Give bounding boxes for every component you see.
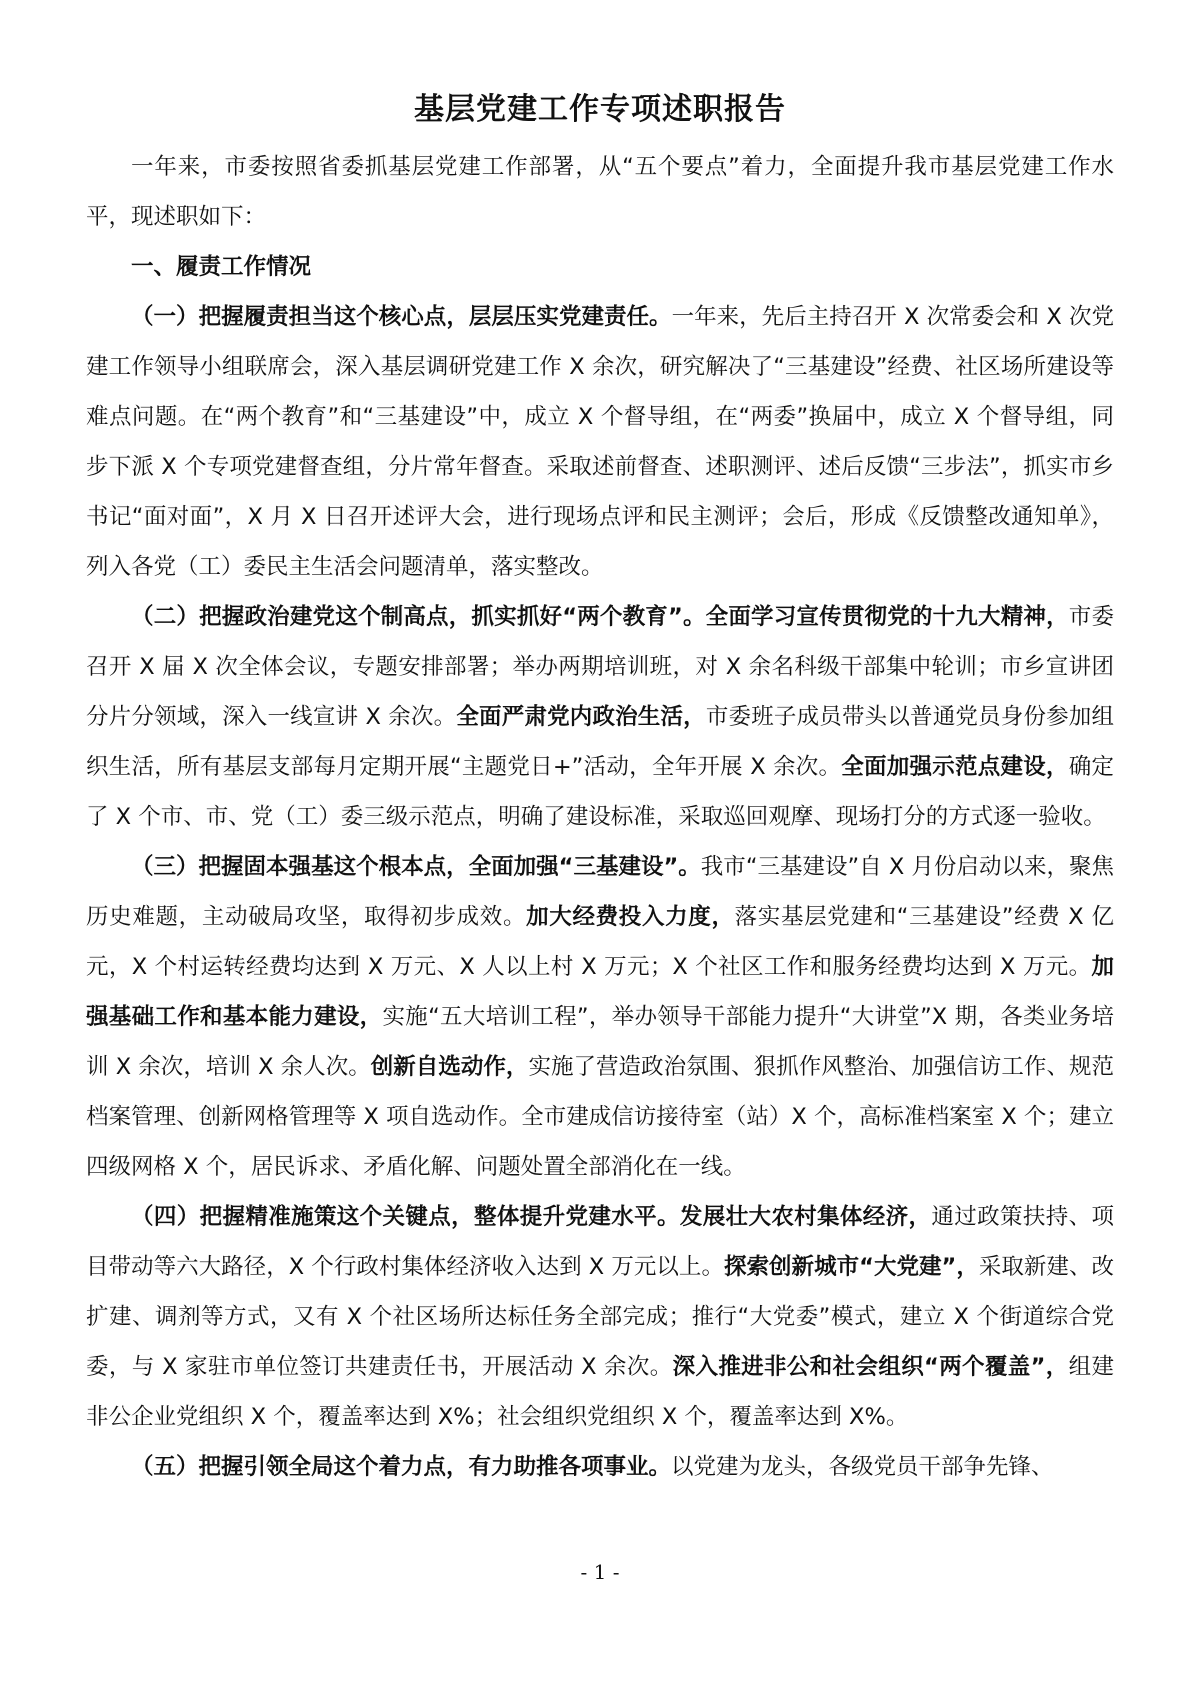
paragraph-2	[86, 592, 1114, 842]
paragraph-3-lead: （三）把握固本强基这个根本点，全面加强“三基建设”。	[131, 854, 701, 880]
paragraph-5-lead: （五）把握引领全局这个着力点，有力助推各项事业。	[131, 1454, 672, 1480]
paragraph-2-text-1: 市委召开 X 届 X 次全体会议，专题安排部署；举办两期培训班，对 X 余名科级干部集中轮训；市乡宣讲团分片分领域，深入一线宣讲 X 余次。	[86, 604, 1114, 730]
paragraph-3-text-0: 我市“三基建设”自 X 月份启动以来，聚焦历史难题，主动破局攻坚，取得初步成效。	[86, 854, 1114, 930]
paragraph-2-bold-1: 全面学习宣传贯彻党的十九大精神，	[705, 604, 1069, 630]
paragraph-3-bold-2: 加强基础工作和基本能力建设，	[86, 954, 1114, 1030]
paragraph-4-text-1: 通过政策扶持、项目带动等六大路径，X 个行政村集体经济收入达到 X 万元以上。	[86, 1204, 1114, 1280]
paragraph-1-text: 一年来，先后主持召开 X 次常委会和 X 次党建工作领导小组联席会，深入基层调研党建工作 X 余次，研究解决了“三基建设”经费、社区场所建设等难点问题。在“两个教育”和“三基建设”中，成立 X 个督导组，在“两委”换届中，成立 X 个督导组，同步下派 X 个专项党建督查组，分片常年督查。采取述前督查、述职测评、述后反馈“三步法”，抓实市乡书记“面对面”，X 月 X 日召开述评大会，进行现场点评和民主测评；会后，形成《反馈整改通知单》，列入各党（工）委民主生活会问题清单，落实整改。	[86, 304, 1114, 580]
paragraph-4	[86, 1192, 1114, 1442]
paragraph-3-bold-1: 加大经费投入力度，	[526, 904, 735, 930]
paragraph-5-text: 以党建为龙头，各级党员干部争先锋、	[671, 1454, 1054, 1480]
paragraph-2-lead: （二）把握政治建党这个制高点，抓实抓好“两个教育”。	[131, 604, 706, 630]
intro-paragraph: 一年来，市委按照省委抓基层党建工作部署，从“五个要点”着力，全面提升我市基层党建工作水平，现述职如下：	[86, 154, 1114, 230]
paragraph-3-text-3: 实施了营造政治氛围、狠抓作风整治、加强信访工作、规范档案管理、创新网格管理等 X 项自选动作。全市建成信访接待室（站）X 个，高标准档案室 X 个；建立四级网格 X 个，居民诉求、矛盾化解、问题处置全部消化在一线。	[86, 1054, 1114, 1180]
paragraph-2-bold-2: 全面严肃党内政治生活，	[456, 704, 706, 730]
document-title: 基层党建工作专项述职报告	[414, 92, 786, 127]
paragraph-1-lead: （一）把握履责担当这个核心点，层层压实党建责任。	[131, 304, 672, 330]
paragraph-3-text-2: 实施“五大培训工程”，举办领导干部能力提升“大讲堂”X 期，各类业务培训 X 余次，培训 X 余人次。	[86, 1004, 1114, 1080]
paragraph-4-bold-3: 深入推进非公和社会组织“两个覆盖”，	[672, 1354, 1069, 1380]
paragraph-4-bold-2: 探索创新城市“大党建”，	[723, 1254, 979, 1280]
page-number: - 1 -	[580, 1560, 620, 1584]
paragraph-2-text-3: 确定了 X 个市、市、党（工）委三级示范点，明确了建设标准，采取巡回观摩、现场打分的方式逐一验收。	[86, 754, 1114, 830]
paragraph-3	[86, 842, 1114, 1192]
paragraph-3-text-1: 落实基层党建和“三基建设”经费 X 亿元，X 个村运转经费均达到 X 万元、X 人以上村 X 万元；X 个社区工作和服务经费均达到 X 万元。	[86, 904, 1114, 980]
paragraph-2-text-2: 市委班子成员带头以普通党员身份参加组织生活，所有基层支部每月定期开展“主题党日+”活动，全年开展 X 余次。	[86, 704, 1114, 780]
paragraph-2-bold-3: 全面加强示范点建设，	[841, 754, 1069, 780]
paragraph-4-text-2: 采取新建、改扩建、调剂等方式，又有 X 个社区场所达标任务全部完成；推行“大党委”模式，建立 X 个街道综合党委，与 X 家驻市单位签订共建责任书，开展活动 X 余次。	[86, 1254, 1114, 1380]
paragraph-4-text-3: 组建非公企业党组织 X 个，覆盖率达到 X%；社会组织党组织 X 个，覆盖率达到 X%。	[86, 1354, 1114, 1430]
section-heading: 一、履责工作情况	[131, 254, 312, 280]
paragraph-5	[86, 1442, 1114, 1492]
paragraph-1	[86, 292, 1114, 592]
paragraph-4-lead: （四）把握精准施策这个关键点，整体提升党建水平。	[131, 1204, 680, 1230]
paragraph-4-bold-1: 发展壮大农村集体经济，	[679, 1204, 932, 1230]
paragraph-3-bold-3: 创新自选动作，	[370, 1054, 529, 1080]
